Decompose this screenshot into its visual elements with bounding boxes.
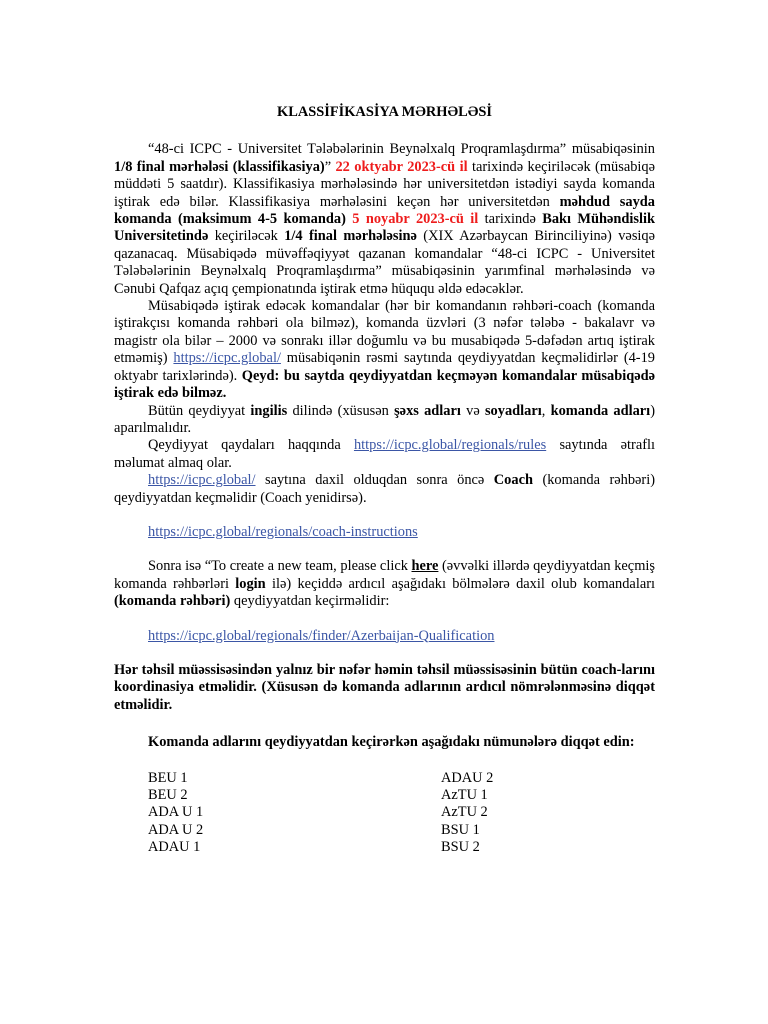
paragraph-intro [114,141,655,298]
paragraph-participation [114,298,655,402]
paragraph-examples-intro: Komanda adlarını qeydiyyatdan keçirərkən aşağıdakı nümunələrə diqqət edin: [148,734,635,751]
quarterfinal-date: 5 noyabr 2023-cü il [352,211,479,228]
document-page [114,104,655,860]
rules-link[interactable]: https://icpc.global/regionals/rules [353,437,547,454]
examples-left-column [148,770,203,857]
team-name-examples [114,770,655,860]
paragraph-language [114,403,655,438]
text: qeydiyyatdan keçirməlidir: [230,593,390,610]
text: və [460,402,485,419]
login-word: login [235,575,266,592]
text: tarixində keçiriləcək (müsabiqə müddəti 5 saatdır). Klassifikasiya mərhələsində hər universitetdən istədiyi sayda komanda iştirak edə bilər. Klassifikasiya mərhələsini keçən hər universitetdən [114,158,656,210]
text: Bütün qeydiyyat [148,402,251,419]
text: ” [324,158,336,175]
team-names: komanda adları [550,402,651,419]
text: (XIX Azərbaycan Birinciliyinə) vəsiqə qazanacaq. Müsabiqədə müvəffəqiyyət qazanan komandalar “48-ci ICPC - Universitet Tələbələrinin Beynəlxalq Proqramlaşdırma” müsabiqəsinin yarımfinal mərhələsində və Cənubi Qafqaz açıq çempionatında iştirak etmə hüququ əldə edəcəklər. [114,228,655,297]
language-name: ingilis [250,402,288,419]
text: “48-ci ICPC - Universitet Tələbələrinin Beynəlxalq Proqramlaşdırma” müsabiqəsinin [148,141,655,158]
text: keçiriləcək [208,228,285,245]
text: ilə) keçiddə ardıcıl aşağıdakı bölmələrə daxil olub komandaları [265,575,655,592]
here-word: here [411,558,439,575]
text: tarixində [478,211,543,228]
text: Qeydiyyat qaydaları haqqında [148,437,354,454]
paragraph-create-team [114,558,655,610]
icpc-global-link-2[interactable]: https://icpc.global/ [148,472,256,489]
text: saytına daxil olduqdan sonra öncə [255,472,494,489]
coach-instructions-link[interactable]: https://icpc.global/regionals/coach-instructions [148,523,418,540]
example-team-name: ADA U 1 [148,804,204,821]
text: (əvvəlki illərdə qeydiyyatdan keçmiş komanda rəhbərləri [114,558,655,592]
paragraph-rules [114,437,655,472]
team-limit: məhdud sayda komanda (maksimum 4-5 komanda) [114,193,655,228]
example-team-name: ADA U 2 [148,821,204,838]
example-team-name: AzTU 2 [441,804,488,821]
text: Müsabiqədə iştirak edəcək komandalar (hər bir komandanın rəhbəri-coach (komanda iştirakçısı komanda rəhbəri ola bilməz), komanda üzvləri (3 nəfər tələbə - bakalavr və magistr ola bilər – 2000 və sonrakı illər doğumlu və bu musabiqədə 5-dəfədən artıq iştirak etməmiş) [114,298,655,367]
example-team-name: AzTU 1 [441,786,488,803]
document-title: KLASSİFİKASİYA MƏRHƏLƏSİ [277,104,492,120]
coach-instructions-line [148,524,655,541]
examples-right-column [441,770,493,857]
paragraph-coach [114,472,655,507]
text: ) aparılmalıdır. [114,402,655,436]
coach-word: Coach [493,472,533,489]
text: saytında ətraflı məlumat almaq olar. [114,437,655,471]
example-team-name: ADAU 2 [441,769,494,786]
surnames: soyadları [484,402,542,419]
finder-line [148,628,655,645]
text: , [541,402,551,419]
text: Sonra isə “To create a new team, please click [148,558,412,575]
quarterfinal-stage: 1/4 final mərhələsinə [284,228,417,245]
example-team-name: ADAU 1 [148,839,201,856]
venue-name: Bakı Mühəndislik Universitetində [114,211,655,245]
example-team-name: BSU 2 [441,839,480,856]
stage-name: 1/8 final mərhələsi (klassifikasiya) [114,158,325,175]
person-names: şəxs adları [394,402,461,419]
paragraph-coordination: Hər təhsil müəssisəsindən yalnız bir nəfər həmin təhsil müəssisəsinin bütün coach-larını koordinasiya etməlidir. (Xüsusən də komanda adlarının ardıcıl nömrələnməsinə diqqət etməlidir. [114,661,655,713]
text: müsabiqənin rəsmi saytında qeydiyyatdan keçməlidirlər (4-19 oktyabr tarixlərində). [114,350,655,384]
finder-link[interactable]: https://icpc.global/regionals/finder/Azerbaijan-Qualification [148,627,495,644]
qualification-date: 22 oktyabr 2023-cü il [335,158,468,175]
team-leader-note: (komanda rəhbəri) [114,593,231,610]
example-team-name: BSU 1 [441,821,480,838]
text: (komanda rəhbəri) qeydiyyatdan keçməlidir (Coach yenidirsə). [114,472,655,506]
text: dilində (xüsusən [287,402,395,419]
registration-note: Qeyd: bu saytda qeydiyyatdan keçməyən komandalar müsabiqədə iştirak edə bilməz. [114,367,656,402]
example-team-name: BEU 1 [148,769,188,786]
icpc-global-link[interactable]: https://icpc.global/ [173,350,281,367]
example-team-name: BEU 2 [148,786,188,803]
